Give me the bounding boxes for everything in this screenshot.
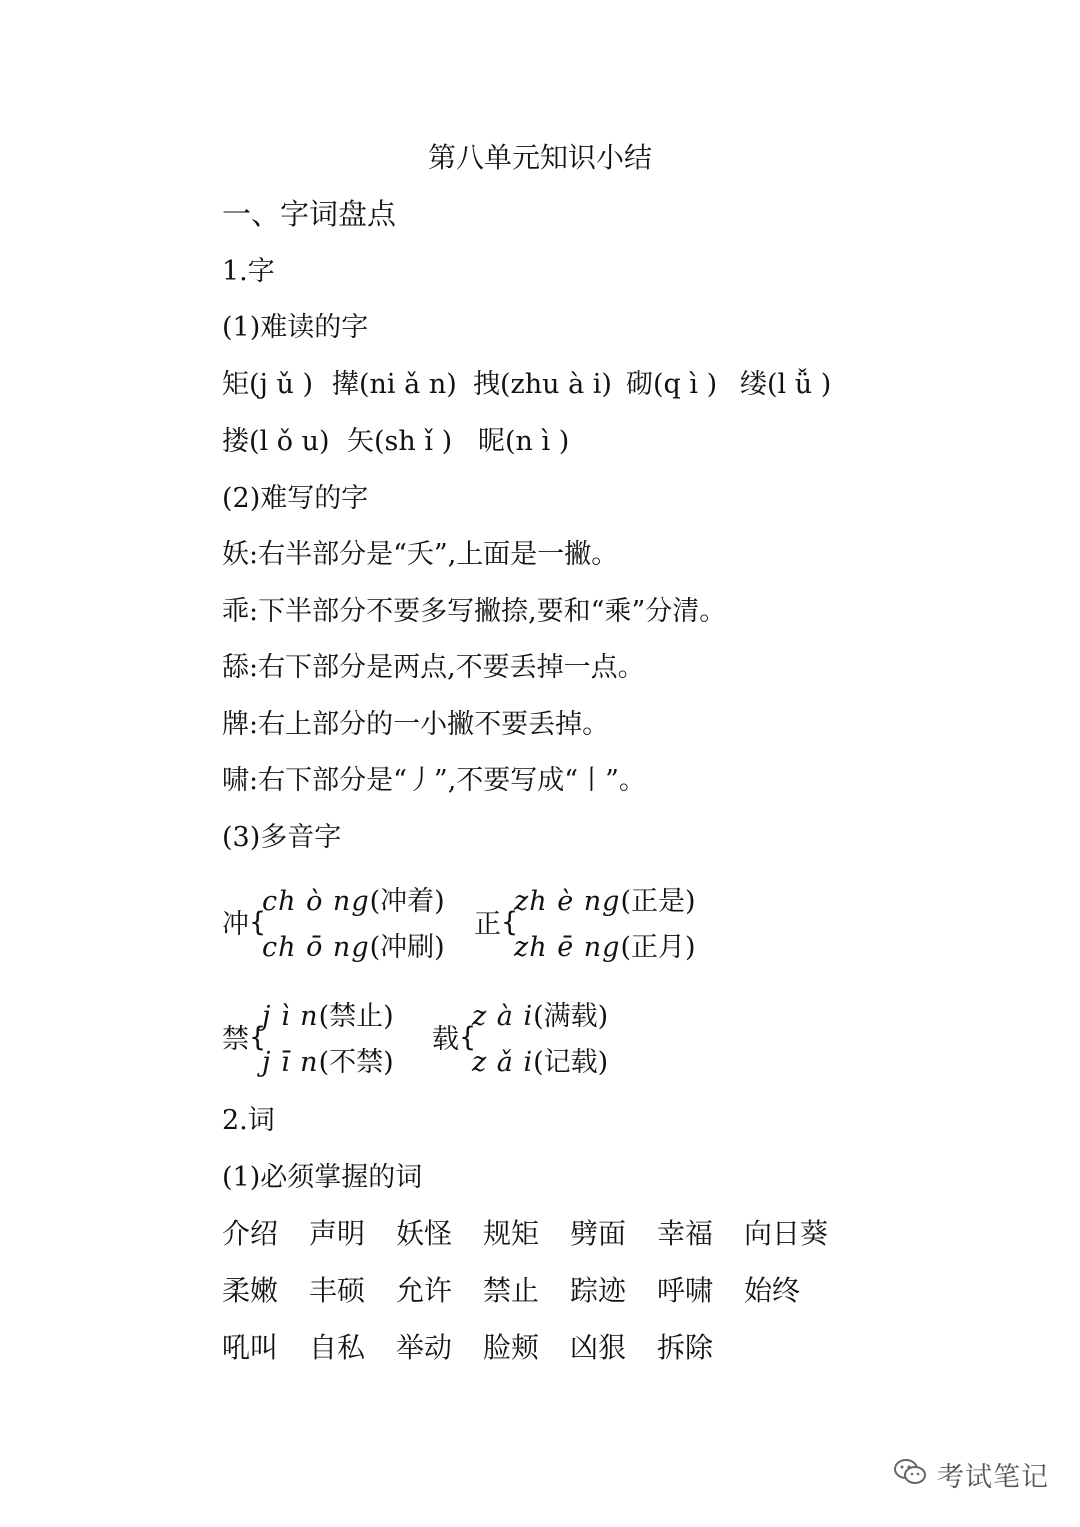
- brace-symbol: {: [501, 907, 519, 938]
- word-item: 妖怪: [396, 1217, 453, 1250]
- pinyin: zh è ng: [514, 886, 621, 917]
- hard-write-item: 乖:下半部分不要多写撇捺,要和“乘”分清。: [222, 596, 727, 627]
- subsection-char: 1.字: [222, 256, 275, 287]
- example-word: (禁止): [318, 1001, 394, 1032]
- must-words-heading: (1)必须掌握的词: [222, 1162, 423, 1193]
- polyphone-char: 正: [474, 909, 501, 940]
- example-word: (冲刷): [369, 932, 445, 963]
- word-item: 介绍: [222, 1217, 279, 1250]
- hard-read-item: 昵(n ì ): [478, 426, 570, 457]
- word-item: 柔嫩: [222, 1274, 279, 1307]
- polyphone-heading: (3)多音字: [222, 822, 342, 853]
- word-item: 规矩: [483, 1217, 540, 1250]
- pinyin: z ǎ i: [472, 1047, 534, 1078]
- polyphone-reading: [514, 928, 696, 968]
- polyphone-reading: [262, 1043, 394, 1083]
- word-row: [222, 1214, 862, 1254]
- hard-write-item: 牌:右上部分的一小撇不要丢掉。: [222, 709, 610, 740]
- hard-write-heading: (2)难写的字: [222, 483, 369, 514]
- word-item: 丰硕: [309, 1274, 366, 1307]
- hard-read-heading: (1)难读的字: [222, 312, 369, 343]
- polyphone-group: [432, 995, 632, 1085]
- word-item: 吼叫: [222, 1331, 279, 1364]
- hard-read-item: 矩(j ǔ ): [222, 369, 313, 400]
- watermark-text: 考试笔记: [937, 1461, 1049, 1493]
- polyphone-char: 冲: [222, 909, 249, 940]
- example-word: (正是): [620, 886, 696, 917]
- hard-write-item: 啸:右下部分是“丿”,不要写成“丨”。: [222, 765, 646, 796]
- hard-read-row-2: [222, 422, 722, 462]
- pinyin: ch ō ng: [262, 932, 370, 963]
- word-item: 劈面: [570, 1217, 627, 1250]
- polyphone-reading: [472, 1043, 608, 1083]
- subsection-word: 2.词: [222, 1105, 275, 1136]
- polyphone-char: 禁: [222, 1024, 249, 1055]
- example-word: (记载): [533, 1047, 609, 1078]
- polyphone-group: [222, 995, 422, 1085]
- word-item: 举动: [396, 1331, 453, 1364]
- hard-read-item: 撵(ni ǎ n): [332, 369, 457, 400]
- hard-read-item: 缕(l ǚ ): [740, 369, 832, 400]
- word-item: 允许: [396, 1274, 453, 1307]
- hard-read-item: 拽(zhu à i): [473, 369, 612, 400]
- polyphone-reading: [514, 882, 696, 922]
- word-item: 拆除: [657, 1331, 714, 1364]
- brace-symbol: {: [249, 1022, 267, 1053]
- word-item: 声明: [309, 1217, 366, 1250]
- word-item: 始终: [744, 1274, 801, 1307]
- polyphone-char: 载: [432, 1024, 459, 1055]
- example-word: (正月): [620, 932, 696, 963]
- word-item: 踪迹: [570, 1274, 627, 1307]
- word-item: 凶狠: [570, 1331, 627, 1364]
- pinyin: zh ē ng: [514, 932, 621, 963]
- brace-symbol: {: [249, 907, 267, 938]
- hard-write-item: 妖:右半部分是“夭”,上面是一撇。: [222, 539, 619, 570]
- hard-read-item: 矢(sh ǐ ): [347, 426, 453, 457]
- hard-read-item: 砌(q ì ): [626, 369, 718, 400]
- hard-write-item: 舔:右下部分是两点,不要丢掉一点。: [222, 652, 645, 683]
- word-row: [222, 1328, 862, 1368]
- pinyin: ch ò ng: [262, 886, 370, 917]
- hard-read-row-1: [222, 365, 922, 405]
- polyphone-reading: [472, 997, 608, 1037]
- polyphone-reading: [262, 882, 445, 922]
- wechat-icon: [893, 1457, 927, 1491]
- polyphone-group: [222, 880, 462, 970]
- pinyin: z à i: [472, 1001, 534, 1032]
- page-title: 第八单元知识小结: [427, 141, 652, 174]
- pinyin: j ì n: [262, 1001, 319, 1032]
- word-row: [222, 1271, 862, 1311]
- watermark: [893, 1454, 1049, 1494]
- polyphone-reading: [262, 997, 394, 1037]
- example-word: (冲着): [369, 886, 445, 917]
- word-item: 呼啸: [657, 1274, 714, 1307]
- example-word: (满载): [533, 1001, 609, 1032]
- word-item: 脸颊: [483, 1331, 540, 1364]
- word-item: 禁止: [483, 1274, 540, 1307]
- brace-symbol: {: [459, 1022, 477, 1053]
- word-item: 向日葵: [744, 1217, 829, 1250]
- pinyin: j ī n: [262, 1047, 319, 1078]
- section-heading: 一、字词盘点: [222, 197, 397, 231]
- example-word: (不禁): [318, 1047, 394, 1078]
- polyphone-group: [474, 880, 714, 970]
- word-item: 幸福: [657, 1217, 714, 1250]
- word-item: 自私: [309, 1331, 366, 1364]
- hard-read-item: 搂(l ǒ u): [222, 426, 330, 457]
- polyphone-reading: [262, 928, 445, 968]
